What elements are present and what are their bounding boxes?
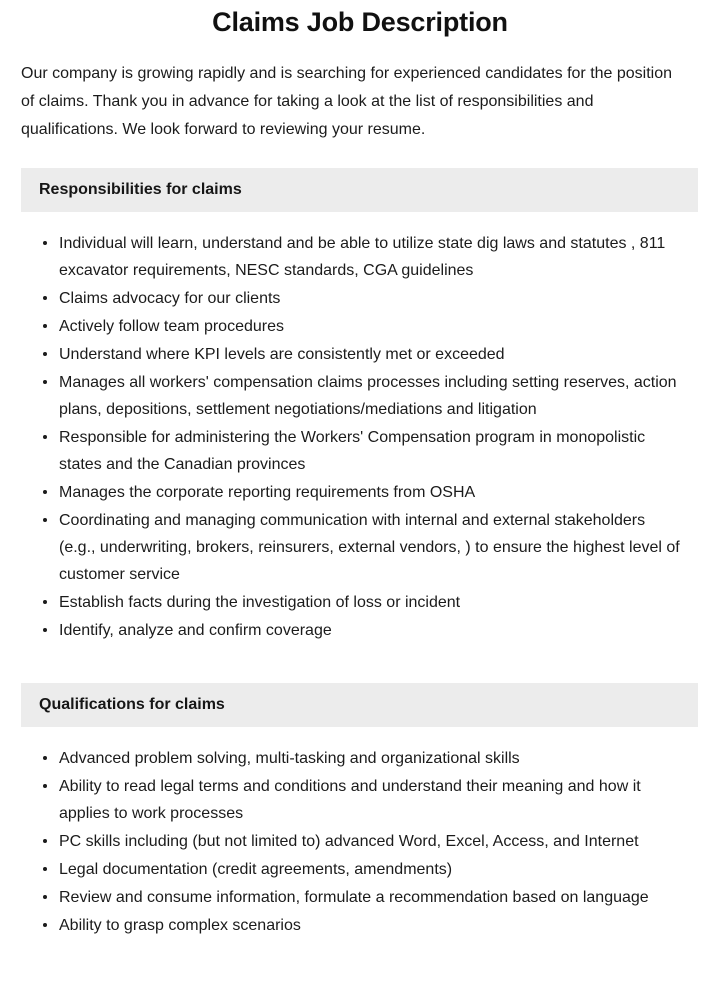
list-item-label: Establish facts during the investigation of loss or incident (59, 594, 461, 612)
bullet-icon (43, 324, 47, 328)
list-item (21, 424, 685, 478)
list-item (21, 479, 685, 506)
bullet-icon (43, 490, 47, 494)
list-item-label: Claims advocacy for our clients (59, 290, 281, 308)
list-item (21, 313, 685, 340)
bullet-icon (43, 839, 47, 843)
list-item-label: Individual will learn, understand and be able to utilize state dig laws and statutes , 811 excavator requirements, NESC standards, CGA guidelines (59, 235, 666, 280)
list-item (21, 745, 685, 772)
bullet-icon (43, 600, 47, 604)
list-item-label: Advanced problem solving, multi-tasking and organizational skills (59, 750, 520, 768)
list-item (21, 828, 685, 855)
list-item (21, 369, 685, 423)
list-item-label: Identify, analyze and confirm coverage (59, 622, 332, 640)
section-responsibilities (21, 168, 699, 659)
bullet-icon (43, 352, 47, 356)
list-item (21, 589, 685, 616)
list-item-label: Coordinating and managing communication with internal and external stakeholders (e.g., underwriting, brokers, reinsurers, external vendors, ) to ensure the highest level of customer service (59, 512, 680, 584)
list-item (21, 230, 685, 284)
bullet-icon (43, 380, 47, 384)
list-item-label: Ability to read legal terms and conditions and understand their meaning and how it applies to work processes (59, 778, 641, 823)
bullet-icon (43, 784, 47, 788)
list-item (21, 773, 685, 827)
intro-paragraph: Our company is growing rapidly and is searching for experienced candidates for the position of claims. Thank you in advance for taking a look at the list of responsibilities and qualifications. We look forward to reviewing your resume. (21, 65, 673, 139)
list-item-label: Legal documentation (credit agreements, amendments) (59, 861, 453, 879)
bullet-icon (43, 296, 47, 300)
bullet-icon (43, 628, 47, 632)
list-item-label: PC skills including (but not limited to) advanced Word, Excel, Access, and Internet (59, 833, 639, 851)
list-item (21, 341, 685, 368)
list-item-label: Review and consume information, formulate a recommendation based on language (59, 889, 649, 907)
list-item (21, 912, 685, 939)
bullet-icon (43, 895, 47, 899)
qualifications-list (21, 727, 699, 939)
bullet-icon (43, 241, 47, 245)
bullet-icon (43, 867, 47, 871)
list-item (21, 884, 685, 911)
list-item-label: Actively follow team procedures (59, 318, 284, 336)
bullet-icon (43, 435, 47, 439)
bullet-icon (43, 923, 47, 927)
list-item (21, 617, 685, 644)
list-item-label: Responsible for administering the Workers' Compensation program in monopolistic states and the Canadian provinces (59, 429, 646, 474)
list-item (21, 507, 685, 588)
list-item-label: Ability to grasp complex scenarios (59, 917, 301, 935)
section-heading-qualifications: Qualifications for claims (21, 683, 698, 727)
section-qualifications (21, 683, 699, 939)
page-title: Claims Job Description (212, 7, 508, 37)
list-item-label: Manages all workers' compensation claims processes including setting reserves, action plans, depositions, settlement negotiations/mediations and litigation (59, 374, 677, 419)
section-heading-responsibilities: Responsibilities for claims (21, 168, 698, 212)
list-item (21, 285, 685, 312)
responsibilities-list (21, 212, 699, 659)
bullet-icon (43, 518, 47, 522)
list-item-label: Manages the corporate reporting requirements from OSHA (59, 484, 476, 502)
list-item (21, 856, 685, 883)
list-item-label: Understand where KPI levels are consistently met or exceeded (59, 346, 505, 364)
bullet-icon (43, 756, 47, 760)
